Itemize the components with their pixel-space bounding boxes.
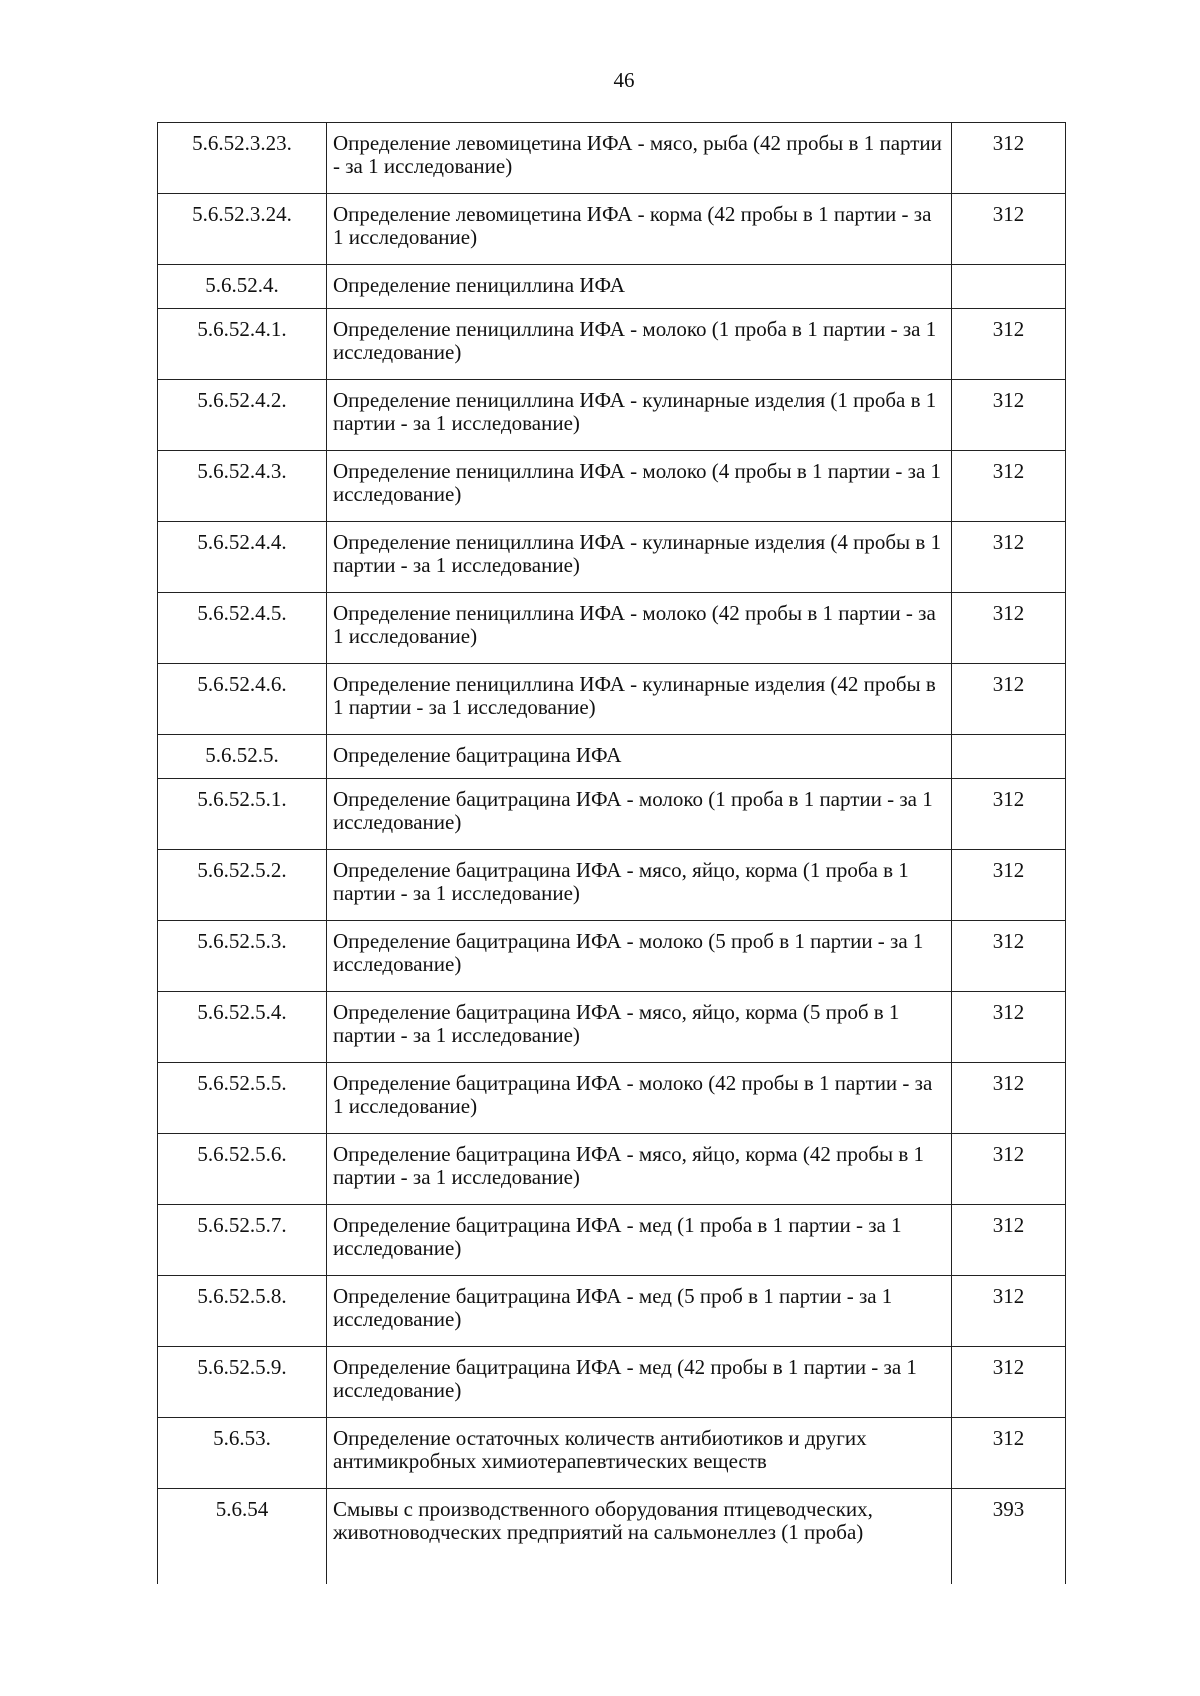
- service-description: Определение бацитрацина ИФА - мед (5 проб в 1 партии - за 1 исследование): [327, 1276, 952, 1347]
- service-description: Определение бацитрацина ИФА - молоко (42 пробы в 1 партии - за 1 исследование): [327, 1063, 952, 1134]
- service-code: 5.6.52.5.6.: [158, 1134, 327, 1205]
- service-code: 5.6.52.3.24.: [158, 194, 327, 265]
- service-description: Определение пенициллина ИФА - молоко (1 проба в 1 партии - за 1 исследование): [327, 309, 952, 380]
- service-description: Определение бацитрацина ИФА - молоко (5 проб в 1 партии - за 1 исследование): [327, 921, 952, 992]
- service-description: Определение пенициллина ИФА - кулинарные изделия (42 пробы в 1 партии - за 1 исследование): [327, 664, 952, 735]
- table-row: [158, 1489, 1066, 1585]
- service-price: 312: [952, 380, 1066, 451]
- service-code: 5.6.52.5.4.: [158, 992, 327, 1063]
- service-description: Определение бацитрацина ИФА - мясо, яйцо, корма (5 проб в 1 партии - за 1 исследование): [327, 992, 952, 1063]
- price-table: [157, 122, 1066, 1584]
- service-description: Определение бацитрацина ИФА - мясо, яйцо, корма (42 пробы в 1 партии - за 1 исследование): [327, 1134, 952, 1205]
- service-code: 5.6.52.4.6.: [158, 664, 327, 735]
- table-row: [158, 451, 1066, 522]
- service-code: 5.6.52.4.: [158, 265, 327, 309]
- service-price: [952, 265, 1066, 309]
- service-description: Определение левомицетина ИФА - мясо, рыба (42 пробы в 1 партии - за 1 исследование): [327, 123, 952, 194]
- service-description: Определение бацитрацина ИФА - мед (1 проба в 1 партии - за 1 исследование): [327, 1205, 952, 1276]
- service-code: 5.6.52.5.: [158, 735, 327, 779]
- table-row: [158, 850, 1066, 921]
- service-code: 5.6.52.4.2.: [158, 380, 327, 451]
- table-row: [158, 593, 1066, 664]
- table-row: [158, 735, 1066, 779]
- service-price: 312: [952, 1418, 1066, 1489]
- service-code: 5.6.52.4.4.: [158, 522, 327, 593]
- service-price: 312: [952, 664, 1066, 735]
- service-price: 312: [952, 451, 1066, 522]
- service-price: 312: [952, 992, 1066, 1063]
- table-row: [158, 1418, 1066, 1489]
- service-code: 5.6.52.3.23.: [158, 123, 327, 194]
- service-code: 5.6.52.5.7.: [158, 1205, 327, 1276]
- service-price: 312: [952, 123, 1066, 194]
- service-price: 312: [952, 1134, 1066, 1205]
- service-price: 312: [952, 309, 1066, 380]
- service-price: [952, 735, 1066, 779]
- table-row: [158, 1205, 1066, 1276]
- service-code: 5.6.54: [158, 1489, 327, 1585]
- service-description: Определение бацитрацина ИФА - молоко (1 проба в 1 партии - за 1 исследование): [327, 779, 952, 850]
- table-row: [158, 309, 1066, 380]
- table-row: [158, 921, 1066, 992]
- service-price: 312: [952, 593, 1066, 664]
- service-price: 312: [952, 921, 1066, 992]
- service-description: Определение пенициллина ИФА - кулинарные изделия (4 пробы в 1 партии - за 1 исследование): [327, 522, 952, 593]
- service-price: 393: [952, 1489, 1066, 1585]
- service-description: Смывы с производственного оборудования птицеводческих, животноводческих предприятий на сальмонеллез (1 проба): [327, 1489, 952, 1585]
- service-price: 312: [952, 1276, 1066, 1347]
- service-code: 5.6.52.5.2.: [158, 850, 327, 921]
- table-row: [158, 265, 1066, 309]
- service-price: 312: [952, 194, 1066, 265]
- service-code: 5.6.52.4.5.: [158, 593, 327, 664]
- table-row: [158, 194, 1066, 265]
- service-price: 312: [952, 522, 1066, 593]
- table-row: [158, 1347, 1066, 1418]
- service-code: 5.6.52.4.1.: [158, 309, 327, 380]
- service-code: 5.6.52.5.3.: [158, 921, 327, 992]
- table-row: [158, 380, 1066, 451]
- service-description: Определение пенициллина ИФА - молоко (42 пробы в 1 партии - за 1 исследование): [327, 593, 952, 664]
- service-price: 312: [952, 850, 1066, 921]
- service-description: Определение бацитрацина ИФА: [327, 735, 952, 779]
- table-row: [158, 1276, 1066, 1347]
- service-code: 5.6.52.5.5.: [158, 1063, 327, 1134]
- table-row: [158, 1134, 1066, 1205]
- service-description: Определение пенициллина ИФА - кулинарные изделия (1 проба в 1 партии - за 1 исследование): [327, 380, 952, 451]
- service-description: Определение пенициллина ИФА: [327, 265, 952, 309]
- service-code: 5.6.52.5.9.: [158, 1347, 327, 1418]
- table-row: [158, 123, 1066, 194]
- table-row: [158, 1063, 1066, 1134]
- service-code: 5.6.52.5.1.: [158, 779, 327, 850]
- service-price: 312: [952, 1205, 1066, 1276]
- page-number: 46: [613, 68, 635, 92]
- service-description: Определение пенициллина ИФА - молоко (4 пробы в 1 партии - за 1 исследование): [327, 451, 952, 522]
- service-price: 312: [952, 779, 1066, 850]
- service-price: 312: [952, 1347, 1066, 1418]
- service-code: 5.6.53.: [158, 1418, 327, 1489]
- service-code: 5.6.52.5.8.: [158, 1276, 327, 1347]
- service-description: Определение бацитрацина ИФА - мясо, яйцо, корма (1 проба в 1 партии - за 1 исследование): [327, 850, 952, 921]
- service-description: Определение бацитрацина ИФА - мед (42 пробы в 1 партии - за 1 исследование): [327, 1347, 952, 1418]
- service-price: 312: [952, 1063, 1066, 1134]
- service-description: Определение левомицетина ИФА - корма (42 пробы в 1 партии - за 1 исследование): [327, 194, 952, 265]
- service-code: 5.6.52.4.3.: [158, 451, 327, 522]
- table-row: [158, 779, 1066, 850]
- service-description: Определение остаточных количеств антибиотиков и других антимикробных химиотерапевтических веществ: [327, 1418, 952, 1489]
- table-row: [158, 992, 1066, 1063]
- table-row: [158, 664, 1066, 735]
- table-row: [158, 522, 1066, 593]
